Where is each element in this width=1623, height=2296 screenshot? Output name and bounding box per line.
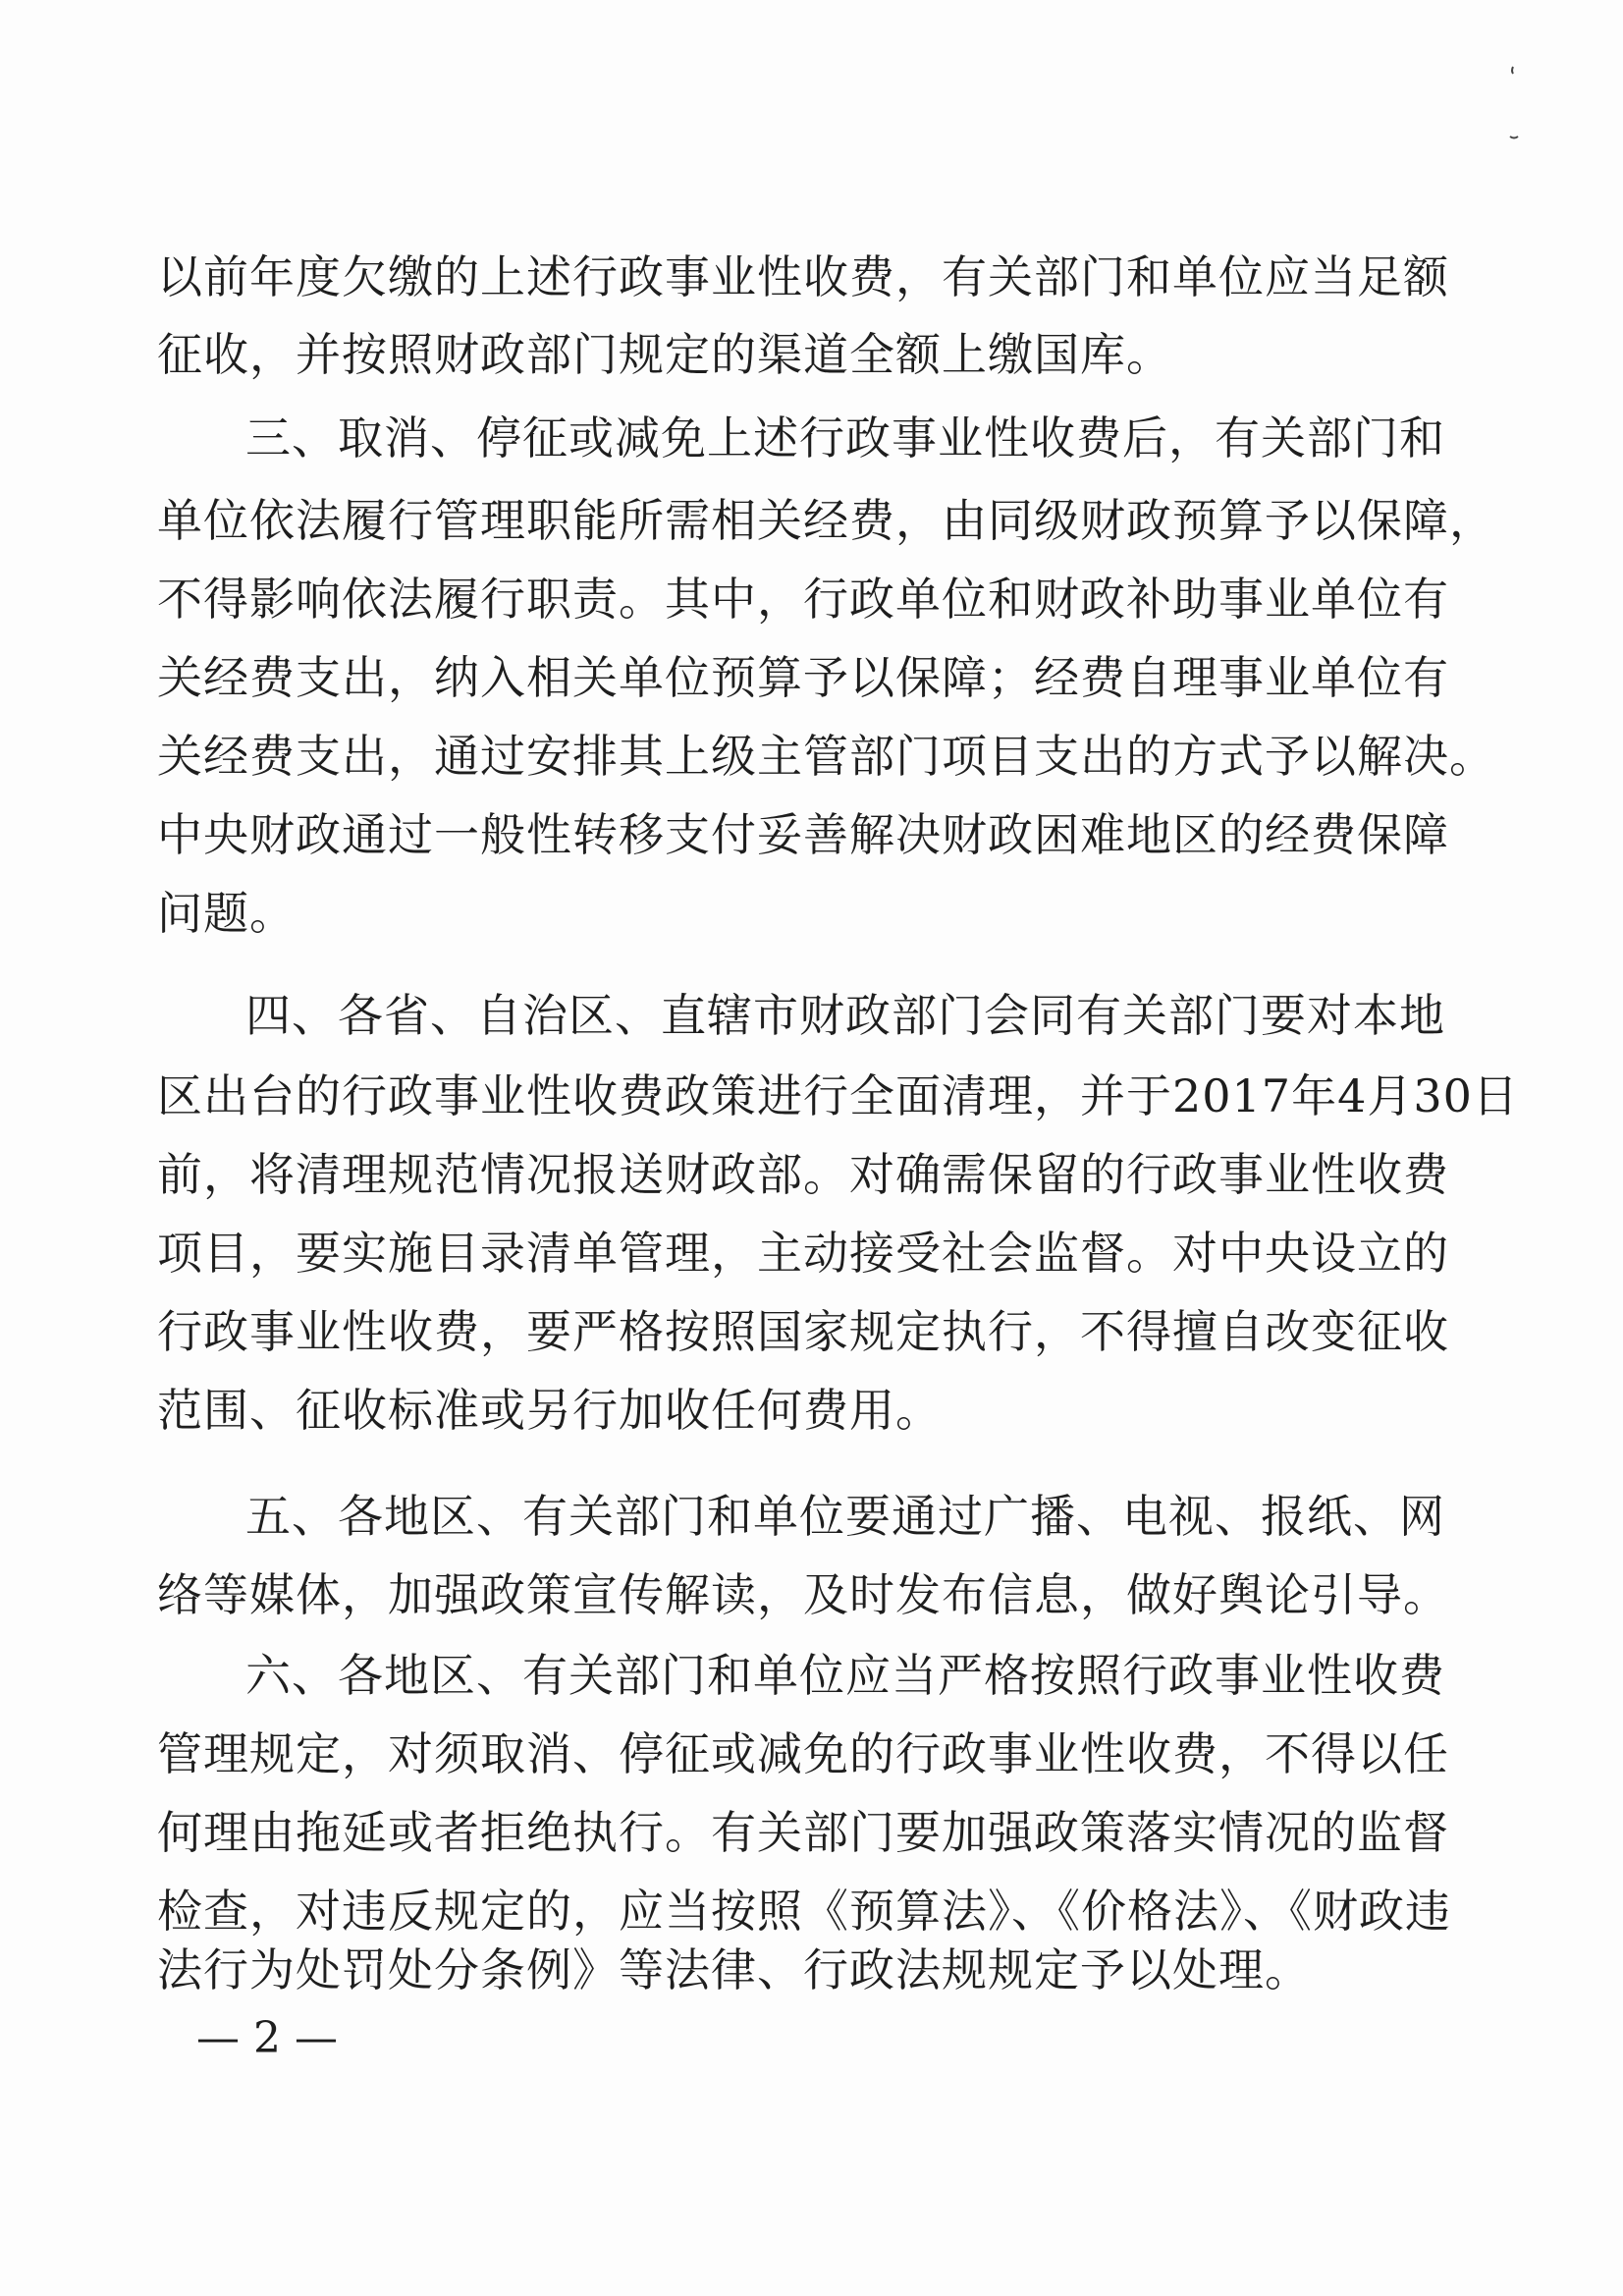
text-line: 行政事业性收费，要严格按照国家规定执行，不得擅自改变征收 [157,1305,1449,1358]
text-line: 前，将清理规范情况报送财政部。对确需保留的行政事业性收费 [157,1148,1449,1201]
text-line: 以前年度欠缴的上述行政事业性收费，有关部门和单位应当足额 [157,250,1449,303]
text-line: 法行为处罚处分条例》等法律、行政法规规定予以处理。 [157,1943,1311,1996]
text-line: 问题。 [157,887,296,940]
text-line: 络等媒体，加强政策宣传解读，及时发布信息，做好舆论引导。 [157,1568,1449,1621]
page-number: — 2 — [196,2013,338,2063]
text-line: 检查，对违反规定的，应当按照《预算法》、《价格法》、《财政违 [157,1885,1451,1938]
text-line: 单位依法履行管理职能所需相关经费，由同级财政预算予以保障， [157,494,1495,547]
text-line: 关经费支出，纳入相关单位预算予以保障；经费自理事业单位有 [157,651,1449,704]
text-line: 项目，要实施目录清单管理，主动接受社会监督。对中央设立的 [157,1227,1449,1280]
text-line: 范围、征收标准或另行加收任何费用。 [157,1384,942,1437]
text-line: 区出台的行政事业性收费政策进行全面清理，并于2017年4月30日 [157,1069,1519,1122]
text-line: 不得影响依法履行职责。其中，行政单位和财政补助事业单位有 [157,573,1449,626]
text-line: 征收，并按照财政部门规定的渠道全额上缴国库。 [157,328,1172,381]
text-line: 管理规定，对须取消、停征或减免的行政事业性收费，不得以任 [157,1727,1449,1780]
paragraph-three-start: 三、取消、停征或减免上述行政事业性收费后，有关部门和 [245,411,1445,465]
text-line: 何理由拖延或者拒绝执行。有关部门要加强政策落实情况的监督 [157,1806,1449,1859]
paragraph-six-start: 六、各地区、有关部门和单位应当严格按照行政事业性收费 [245,1649,1445,1702]
scan-marks-icon [1504,59,1524,147]
paragraph-five-start: 五、各地区、有关部门和单位要通过广播、电视、报纸、网 [245,1490,1445,1543]
paragraph-four-start: 四、各省、自治区、直辖市财政部门会同有关部门要对本地 [245,989,1445,1042]
text-line: 关经费支出，通过安排其上级主管部门项目支出的方式予以解决。 [157,730,1495,783]
text-line: 中央财政通过一般性转移支付妥善解决财政困难地区的经费保障 [157,808,1449,861]
